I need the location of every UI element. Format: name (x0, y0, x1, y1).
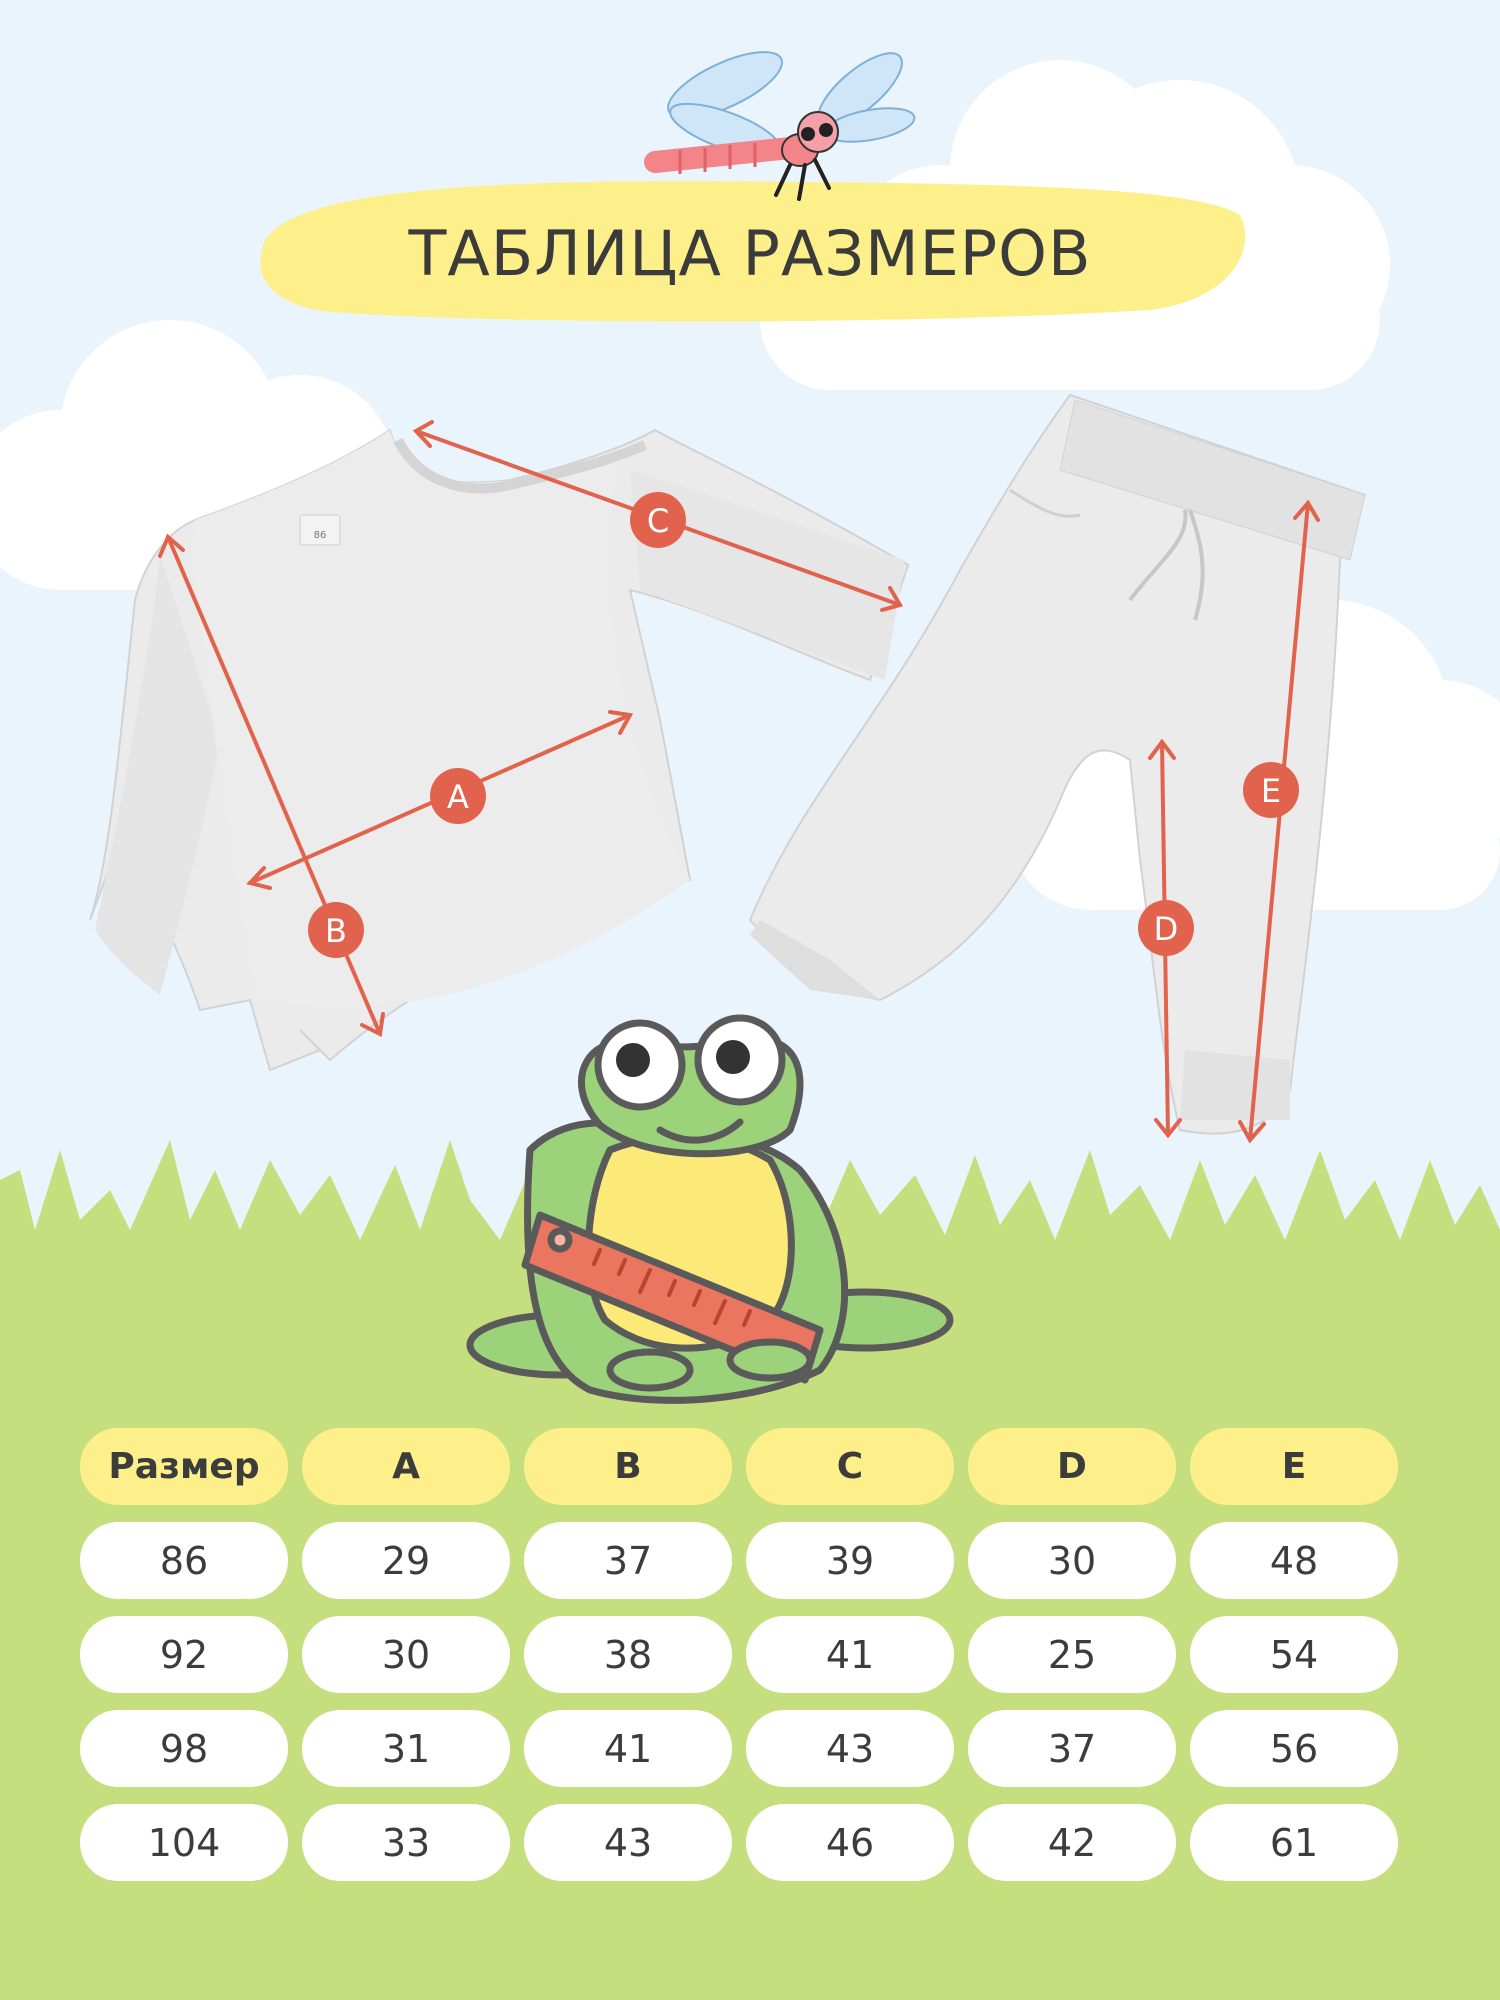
table-cell: 54 (1190, 1616, 1398, 1693)
badge-e (1243, 762, 1299, 818)
table-cell: 39 (746, 1522, 954, 1599)
table-cell: 30 (968, 1522, 1176, 1599)
table-cell: 43 (746, 1710, 954, 1787)
table-cell: 33 (302, 1804, 510, 1881)
table-cell: 92 (80, 1616, 288, 1693)
table-cell: 42 (968, 1804, 1176, 1881)
table-cell: 48 (1190, 1522, 1398, 1599)
table-cell: 61 (1190, 1804, 1398, 1881)
table-cell: 37 (524, 1522, 732, 1599)
badge-d (1138, 900, 1194, 956)
table-cell: 31 (302, 1710, 510, 1787)
table-cell: 41 (524, 1710, 732, 1787)
header-c: C (746, 1428, 954, 1505)
header-d: D (968, 1428, 1176, 1505)
badge-a (430, 768, 486, 824)
table-cell: 56 (1190, 1710, 1398, 1787)
table-cell: 38 (524, 1616, 732, 1693)
badge-c-label: C (646, 502, 670, 540)
header-b: B (524, 1428, 732, 1505)
table-row (80, 1804, 1400, 1881)
badge-b (308, 902, 364, 958)
table-cell: 98 (80, 1710, 288, 1787)
size-table (80, 1428, 1400, 1898)
table-cell: 86 (80, 1522, 288, 1599)
table-cell: 30 (302, 1616, 510, 1693)
table-cell: 25 (968, 1616, 1176, 1693)
page-title: ТАБЛИЦА РАЗМЕРОВ (408, 217, 1092, 290)
badge-c (630, 492, 686, 548)
table-cell: 29 (302, 1522, 510, 1599)
table-cell: 104 (80, 1804, 288, 1881)
table-cell: 43 (524, 1804, 732, 1881)
table-cell: 37 (968, 1710, 1176, 1787)
size-table-header (80, 1428, 1400, 1505)
badge-a-label: A (447, 778, 469, 816)
table-row (80, 1522, 1400, 1599)
table-row (80, 1616, 1400, 1693)
table-cell: 46 (746, 1804, 954, 1881)
header-e: E (1190, 1428, 1398, 1505)
header-size: Размер (80, 1428, 288, 1505)
table-row (80, 1710, 1400, 1787)
shirt-tag-size: 86 (313, 530, 327, 541)
badge-d-label: D (1153, 910, 1179, 948)
header-a: A (302, 1428, 510, 1505)
badge-e-label: E (1260, 772, 1282, 810)
badge-b-label: B (325, 912, 347, 950)
table-cell: 41 (746, 1616, 954, 1693)
